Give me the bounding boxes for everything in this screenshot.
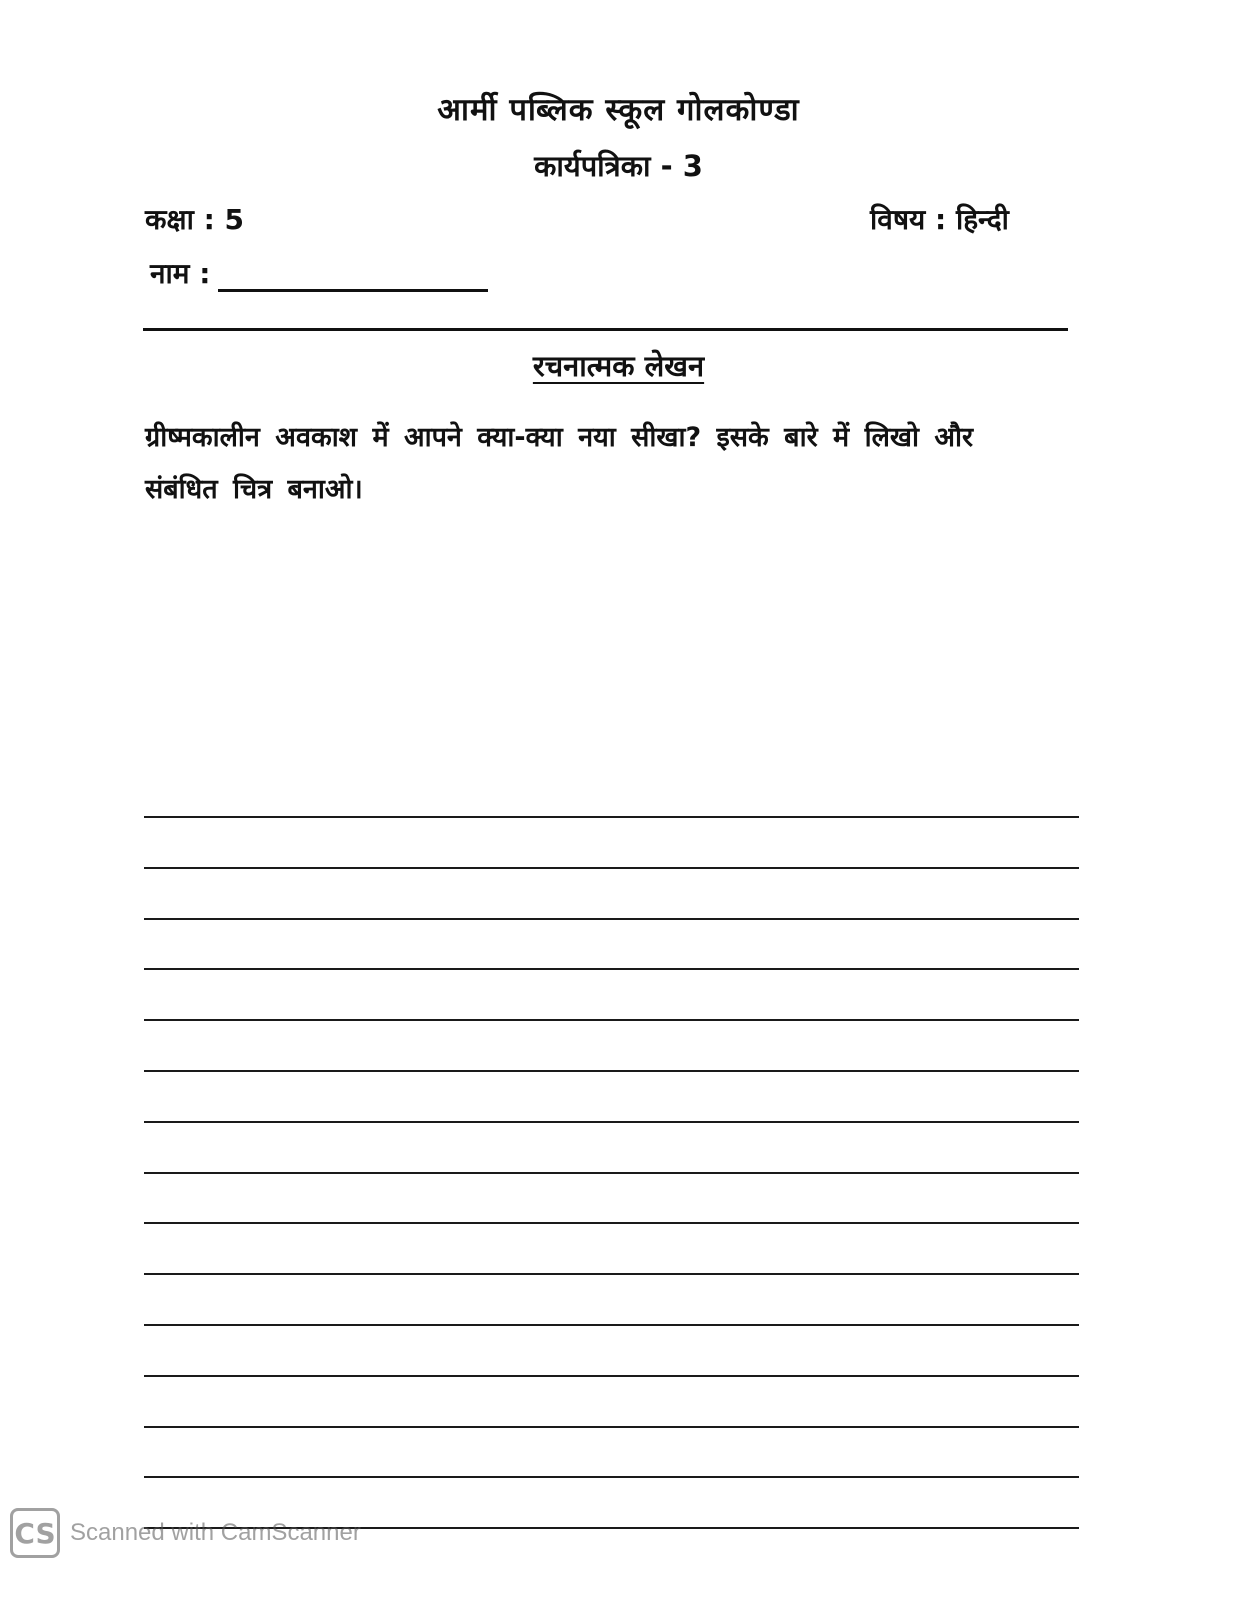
writing-line[interactable] — [144, 1375, 1079, 1377]
writing-line[interactable] — [144, 867, 1079, 869]
writing-line[interactable] — [144, 1172, 1079, 1174]
camscanner-watermark — [10, 1508, 361, 1558]
section-heading-text: रचनात्मक लेखन — [532, 349, 705, 383]
watermark-text: Scanned with CamScanner — [70, 1519, 361, 1546]
writing-line[interactable] — [144, 1273, 1079, 1275]
writing-line[interactable] — [144, 816, 1079, 818]
instruction-text: ग्रीष्मकालीन अवकाश में आपने क्या-क्या नया सीखा? इसके बारे में लिखो और संबंधित चित्र बनाओ। — [145, 422, 974, 505]
writing-line[interactable] — [144, 918, 1079, 920]
writing-line[interactable] — [144, 1019, 1079, 1021]
writing-line[interactable] — [144, 1426, 1079, 1428]
header-divider — [143, 328, 1068, 331]
name-label: नाम : — [150, 257, 211, 290]
school-name: आर्मी पब्लिक स्कूल गोलकोण्डा — [437, 92, 800, 128]
class-label: कक्षा : 5 — [145, 203, 245, 236]
writing-line[interactable] — [144, 1222, 1079, 1224]
writing-line[interactable] — [144, 1070, 1079, 1072]
section-heading — [0, 346, 1237, 385]
name-blank-line[interactable] — [218, 259, 488, 292]
writing-line[interactable] — [144, 1121, 1079, 1123]
writing-line[interactable] — [144, 1324, 1079, 1326]
writing-line[interactable] — [144, 1476, 1079, 1478]
camscanner-logo-icon: CS — [10, 1508, 60, 1558]
subject-label: विषय : हिन्दी — [870, 203, 1009, 236]
writing-line[interactable] — [144, 968, 1079, 970]
worksheet-title: कार्यपत्रिका - 3 — [534, 149, 703, 183]
name-field — [150, 254, 488, 292]
